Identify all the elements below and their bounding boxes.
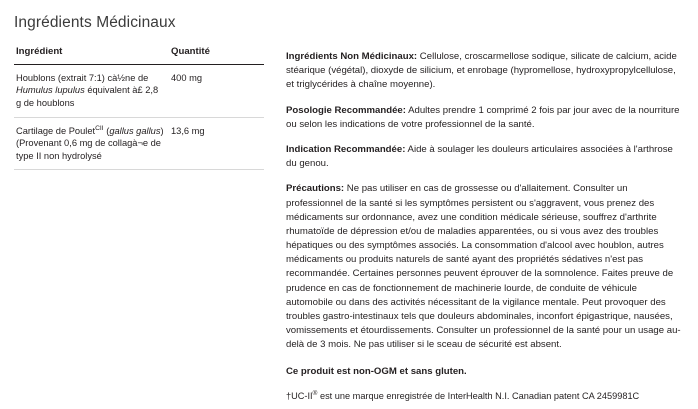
ingredient-name-prefix: Houblons (extrait 7:1) cà½ne de [16, 72, 149, 83]
table-body [14, 64, 264, 169]
indication-label: Indication Recommandée: [286, 143, 406, 155]
table-header [14, 46, 264, 64]
non-gmo-statement: Ce produit est non-OGM et sans gluten. [286, 365, 467, 377]
cell-ingredient-quantity: 400 mg [169, 64, 264, 117]
precautions-text: Ne pas utiliser en cas de grossesse ou d'allaitement. Consulter un professionnel de la santé si les symptômes persistent ou s'aggravent, vous prenez des médicaments sur ordonnance, avez une condition médicale sérieuse, souffrez d'arthrite rhumatoïde de dépression et/ou de maladies apparentées, ou si vous avez des troubles hépatiques ou des symptômes associés. La consommation d'alcool avec houblon, autres médicaments ou produits naturels de santé ayant des propriétés sédatives n'est pas recommandée. Certaines personnes peuvent éprouver de la somnolence. Faites preuve de prudence en cas de fonctionnement de machinerie lourde, de conduite de véhicule automobile ou dans des activités nécessitant de la vigilance mentale. Peut provoquer des troubles gastro-intestinaux tels que douleurs abdominales, inconfort épigastrique, nausées, vomissements et étourdissements. Consulter un professionnel de la santé pour un usage au-delà de 3 mois. Ne pas utiliser si le sceau de sécurité est absent. [286, 183, 681, 351]
posology-paragraph [286, 104, 684, 132]
table-row [14, 117, 264, 170]
footnote-text: est une marque enregistrée de InterHealth N.I. Canadian patent CA 2459981C [317, 390, 640, 401]
registered-trademark-icon: ® [312, 389, 318, 397]
cell-ingredient-name [14, 64, 169, 117]
ingredient-name-prefix: Cartilage de Poulet [16, 125, 96, 136]
indication-paragraph [286, 143, 684, 171]
details-column [286, 46, 684, 403]
non-medicinal-ingredients-label: Ingrédients Non Médicinaux: [286, 51, 418, 62]
ingredient-name-suffix: ) (Provenant 0,6 mg de collagà¬e de type II non hydrolysé [16, 125, 164, 161]
table-row [14, 64, 264, 117]
posology-text: Adultes prendre 1 comprimé 2 fois par jour avec de la nourriture ou selon les indications de votre professionnel de la santé. [286, 104, 680, 130]
trademark-footnote [286, 390, 684, 404]
footnote-prefix: †UC-II [286, 390, 313, 401]
column-header-ingredient: Ingrédient [14, 46, 169, 64]
content-columns [14, 46, 684, 403]
table-header-row [14, 46, 264, 64]
ingredient-scientific-name: gallus gallus [109, 125, 161, 136]
ingredient-paren-open: ( [103, 125, 110, 136]
ingredients-table [14, 46, 264, 170]
non-medicinal-ingredients-paragraph [286, 50, 684, 93]
ingredient-name-superscript: CII [95, 124, 104, 132]
non-medicinal-ingredients-text: Cellulose, croscarmellose sodique, silicate de calcium, acide stéarique (végétal), dioxyde de silicium, et enrobage (hypromellose, hydroxypropylcellulose, et triglycérides à chaîne moyenne). [286, 51, 677, 91]
ingredient-name-suffix: équivalent à£ 2,8 g de houblons [16, 85, 159, 109]
page-title: Ingrédients Médicinaux [14, 14, 176, 31]
ingredient-scientific-name: Humulus lupulus [16, 85, 85, 96]
cell-ingredient-name [14, 117, 169, 170]
column-header-quantity: Quantité [169, 46, 264, 64]
cell-ingredient-quantity: 13,6 mg [169, 117, 264, 170]
precautions-paragraph [286, 182, 684, 352]
ingredients-column [14, 46, 264, 170]
posology-label: Posologie Recommandée: [286, 104, 406, 116]
precautions-label: Précautions: [286, 183, 345, 195]
indication-text: Aide à soulager les douleurs articulaires associées à l'arthrose du genou. [286, 143, 673, 170]
